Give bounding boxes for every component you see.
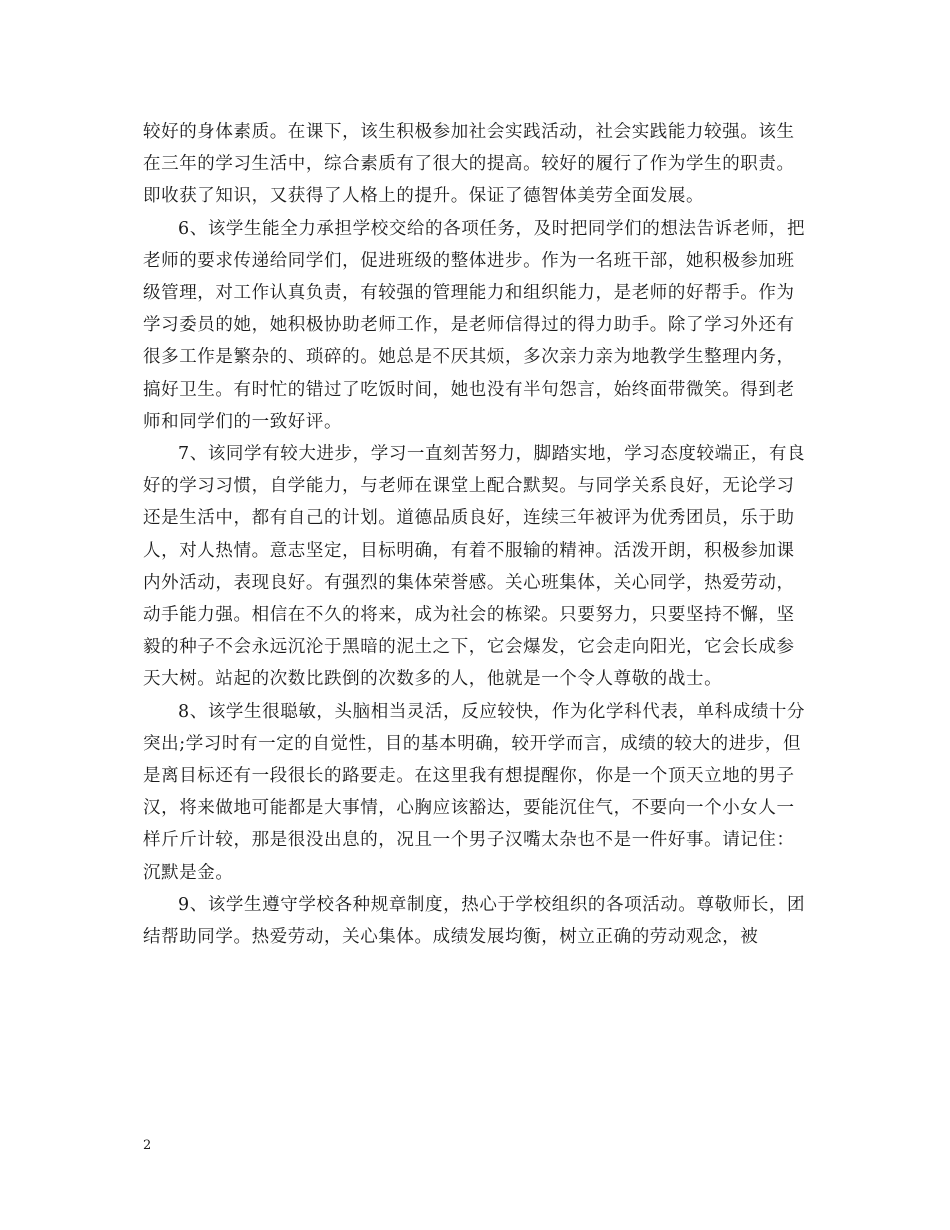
paragraph-item-7: 7、该同学有较大进步，学习一直刻苦努力，脚踏实地，学习态度较端正，有良好的学习习惯，自学能力，与老师在课堂上配合默契。与同学关系良好，无论学习还是生活中，都有自己的计划。道德品质良好，连续三年被评为优秀团员，乐于助人，对人热情。意志坚定，目标明确，有着不服输的精神。活泼开朗，积极参加课内外活动，表现良好。有强烈的集体荣誉感。关心班集体，关心同学，热爱劳动，动手能力强。相信在不久的将来，成为社会的栋梁。只要努力，只要坚持不懈，坚毅的种子不会永远沉沦于黑暗的泥土之下，它会爆发，它会走向阳光，它会长成参天大树。站起的次数比跌倒的次数多的人，他就是一个令人尊敬的战士。 <box>143 444 806 690</box>
paragraph-item-6: 6、该学生能全力承担学校交给的各项任务，及时把同学们的想法告诉老师，把老师的要求传递给同学们，促进班级的整体进步。作为一名班干部，她积极参加班级管理，对工作认真负责，有较强的管理能力和组织能力，是老师的好帮手。作为学习委员的她，她积极协助老师工作，是老师信得过的得力助手。除了学习外还有很多工作是繁杂的、琐碎的。她总是不厌其烦，多次亲力亲为地教学生整理内务，搞好卫生。有时忙的错过了吃饭时间，她也没有半句怨言，始终面带微笑。得到老师和同学们的一致好评。 <box>143 218 806 432</box>
paragraph-item-8: 8、该学生很聪敏，头脑相当灵活，反应较快，作为化学科代表，单科成绩十分突出;学习时有一定的自觉性，目的基本明确，较开学而言，成绩的较大的进步，但是离目标还有一段很长的路要走。在这里我有想提醒你，你是一个顶天立地的男子汉，将来做地可能都是大事情，心胸应该豁达，要能沉住气，不要向一个小女人一样斤斤计较，那是很没出息的，况且一个男子汉嘴太杂也不是一件好事。请记住：沉默是金。 <box>143 701 806 883</box>
page-number: 2 <box>143 1138 152 1153</box>
paragraph-continued: 较好的身体素质。在课下，该生积极参加社会实践活动，社会实践能力较强。该生在三年的学习生活中，综合素质有了很大的提高。较好的履行了作为学生的职责。即收获了知识，又获得了人格上的提升。保证了德智体美劳全面发展。 <box>143 122 795 207</box>
document-body <box>143 116 808 953</box>
paragraph-item-9: 9、该学生遵守学校各种规章制度，热心于学校组织的各项活动。尊敬师长，团结帮助同学。热爱劳动，关心集体。成绩发展均衡，树立正确的劳动观念，被 <box>143 894 806 948</box>
